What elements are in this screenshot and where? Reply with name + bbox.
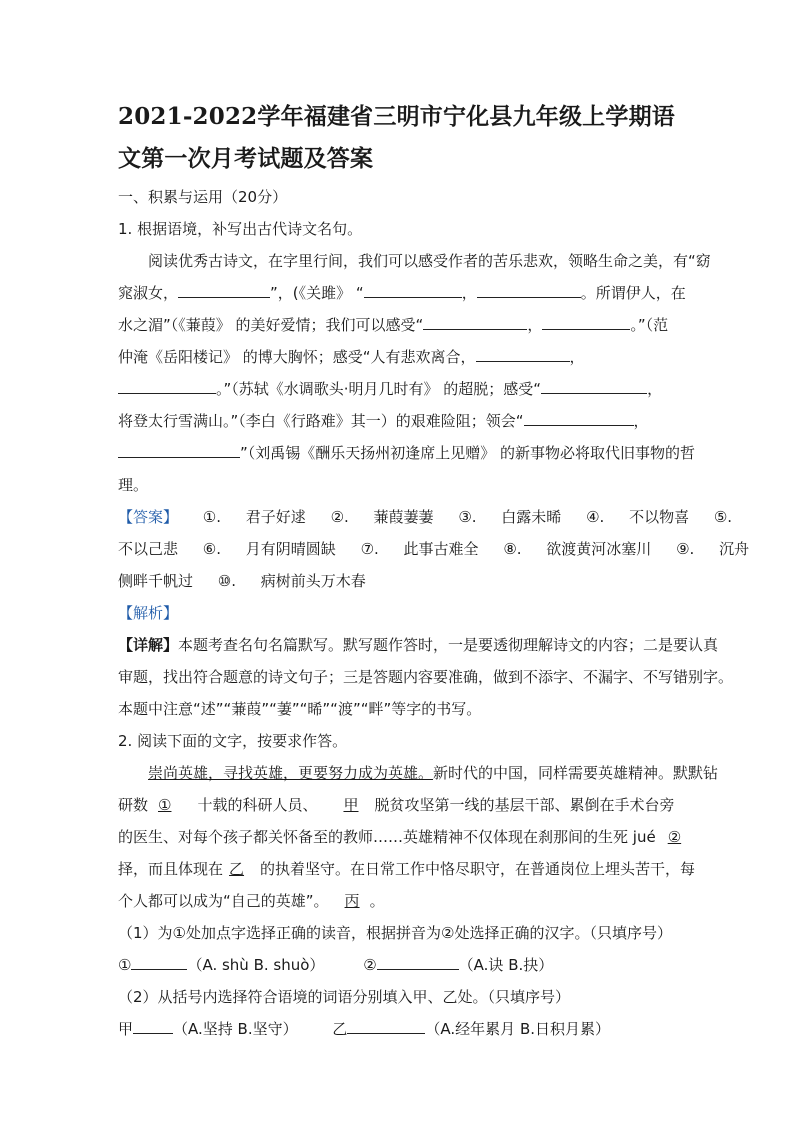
analysis-text: 审题，找出符合题意的诗文句子；三是答题内容要准确，做到不添字、不漏字、不写错别字。 bbox=[118, 668, 734, 686]
q2-text-line: 个人都可以成为“自己的英雄”。 丙 。 bbox=[118, 892, 385, 910]
section-heading: 一、积累与运用（20分） bbox=[118, 188, 288, 206]
q1-text-line: ”（刘禹锡《酬乐天扬州初逢席上见赠》 的新事物必将取代旧事物的哲 bbox=[118, 442, 678, 463]
sub-question-1: （1）为①处加点字选择正确的读音，根据拼音为②处选择正确的汉字。（只填序号） bbox=[118, 924, 672, 942]
answer-blank bbox=[524, 411, 634, 426]
answer-row: 侧畔千帆过 ⑩. 病树前头万木春 bbox=[118, 572, 366, 590]
question-1-stem: 1. 根据语境，补写出古代诗文名句。 bbox=[118, 220, 363, 238]
q1-text-line: 理。 bbox=[118, 476, 149, 494]
answer-blank bbox=[118, 379, 216, 394]
sub-question-2: （2）从括号内选择符合语境的词语分别填入甲、乙处。（只填序号） bbox=[118, 988, 571, 1006]
answer-blank bbox=[118, 443, 240, 458]
q2-text-line: 研数 ① 十载的科研人员、 甲 脱贫攻坚第一线的基层干部、累倒在手术台旁 bbox=[118, 796, 675, 814]
page-title: 2021-2022学年福建省三明市宁化县九年级上学期语文第一次月考试题及答案 bbox=[118, 103, 675, 172]
q2-text-line: 崇尚英雄，寻找英雄，更要努力成为英雄。新时代的中国，同样需要英雄精神。默默钻 bbox=[148, 764, 719, 782]
analysis-label: 【解析】 bbox=[118, 604, 179, 622]
q1-text-line: 将登太行雪满山。”（李白《行路难》其一）的艰难险阻；领会“ ， bbox=[118, 412, 649, 430]
q1-text-line: 。”（苏轼《水调歌头·明月几时有》 的超脱；感受“ ， bbox=[118, 378, 678, 399]
q1-text-line: 水之湄”（《蒹葭》 的美好爱情；我们可以感受“ ， 。”（范 bbox=[118, 316, 669, 334]
question-2-stem: 2. 阅读下面的文字，按要求作答。 bbox=[118, 732, 348, 750]
sub-question-1-options: ① （A. shù B. shuò） ② （A.诀 B.抉） bbox=[118, 956, 554, 974]
q2-text-line: 的医生、对每个孩子都关怀备至的教师……英雄精神不仅体现在刹那间的生死 jué ② bbox=[118, 828, 682, 846]
answer-blank bbox=[542, 315, 630, 330]
answer-blank bbox=[476, 347, 570, 362]
answer-blank bbox=[133, 1019, 173, 1034]
answer-row: 不以己悲 ⑥. 月有阴晴圆缺 ⑦. 此事古难全 ⑧. 欲渡黄河冰塞川 ⑨. 沉舟 bbox=[118, 540, 750, 558]
answer-blank bbox=[541, 379, 647, 394]
q1-text-line: 窕淑女， ”，(《关雎》 “ ， 。所谓伊人，在 bbox=[118, 284, 686, 302]
q1-text-line: 阅读优秀古诗文，在字里行间，我们可以感受作者的苦乐悲欢，领略生命之美，有“窈 bbox=[148, 252, 711, 270]
q1-text-line: 仲淹《岳阳楼记》 的博大胸怀；感受“人有悲欢离合， ， bbox=[118, 348, 585, 366]
answer-blank bbox=[423, 315, 527, 330]
answer-label: 【答案】 bbox=[118, 508, 179, 526]
answer-blank bbox=[377, 955, 459, 970]
analysis-text: 【详解】本题考查名句名篇默写。默写题作答时，一是要透彻理解诗文的内容；二是要认真 bbox=[118, 636, 719, 654]
analysis-text: 本题中注意“述”“蒹葭”“萋”“晞”“渡”“畔”等字的书写。 bbox=[118, 700, 482, 718]
answer-blank bbox=[131, 955, 187, 970]
answer-blank bbox=[347, 1019, 425, 1034]
q2-text-line: 择，而且体现在 乙 的执着坚守。在日常工作中恪尽职守，在普通岗位上埋头苦干，每 bbox=[118, 860, 696, 878]
sub-question-2-options: 甲 （A.坚持 B.坚守） 乙 （A.经年累月 B.日积月累） bbox=[118, 1020, 610, 1038]
answer-blank bbox=[364, 283, 462, 298]
answer-blank bbox=[477, 283, 581, 298]
answer-blank bbox=[178, 283, 270, 298]
answer-row: 【答案】 ①. 君子好逑 ②. 蒹葭萋萋 ③. 白露未晞 ④. 不以物喜 ⑤. bbox=[118, 508, 733, 526]
